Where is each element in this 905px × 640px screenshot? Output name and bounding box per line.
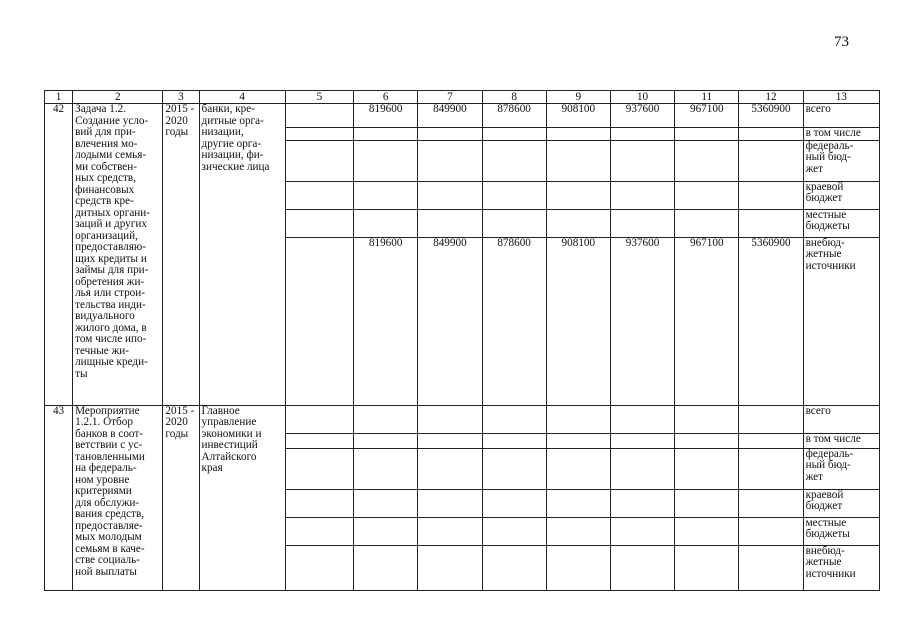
row-number: 42 <box>45 104 73 406</box>
cell-col5 <box>285 181 353 209</box>
value-cell <box>354 140 418 181</box>
value-cell: 5360900 <box>739 237 803 405</box>
cell-col5 <box>285 140 353 181</box>
col-header: 9 <box>546 91 610 104</box>
row-name: Мероприятие 1.2.1. Отбор банков в соот- ветствии с ус- тановленными на федераль- ном уровне критериями для обслужи- вания средств, предоставляе- мых молодым семьям в каче- стве социаль- ной выплаты <box>73 405 163 590</box>
budget-table <box>44 90 880 591</box>
row-period: 2015 - 2020 годы <box>163 405 199 590</box>
funding-source: местные бюджеты <box>803 209 879 237</box>
value-cell <box>675 128 739 141</box>
value-cell <box>482 140 546 181</box>
value-cell <box>354 448 418 489</box>
value-cell <box>354 405 418 433</box>
cell-col5 <box>285 448 353 489</box>
funding-source: всего <box>803 104 879 128</box>
value-cell <box>418 128 482 141</box>
funding-source: местные бюджеты <box>803 517 879 545</box>
col-header: 5 <box>285 91 353 104</box>
row-period: 2015 - 2020 годы <box>163 104 199 406</box>
col-header: 7 <box>418 91 482 104</box>
value-cell <box>418 517 482 545</box>
value-cell <box>546 140 610 181</box>
value-cell <box>482 209 546 237</box>
cell-col5 <box>285 209 353 237</box>
value-cell <box>546 128 610 141</box>
value-cell <box>675 181 739 209</box>
value-cell: 937600 <box>610 104 674 128</box>
value-cell: 967100 <box>675 104 739 128</box>
value-cell <box>482 545 546 590</box>
value-cell <box>418 140 482 181</box>
value-cell <box>610 181 674 209</box>
value-cell: 908100 <box>546 237 610 405</box>
col-header: 2 <box>73 91 163 104</box>
value-cell <box>418 545 482 590</box>
cell-col5 <box>285 489 353 517</box>
value-cell <box>546 433 610 448</box>
value-cell <box>354 128 418 141</box>
value-cell <box>610 448 674 489</box>
value-cell: 878600 <box>482 237 546 405</box>
funding-source: внебюд- жетные источники <box>803 545 879 590</box>
table-row <box>45 104 880 128</box>
cell-col5 <box>285 237 353 405</box>
funding-source: в том числе <box>803 433 879 448</box>
value-cell <box>675 209 739 237</box>
value-cell: 849900 <box>418 104 482 128</box>
cell-col5 <box>285 128 353 141</box>
value-cell: 819600 <box>354 104 418 128</box>
cell-col5 <box>285 405 353 433</box>
value-cell <box>675 433 739 448</box>
cell-col5 <box>285 104 353 128</box>
funding-source: всего <box>803 405 879 433</box>
funding-source: в том числе <box>803 128 879 141</box>
value-cell <box>739 545 803 590</box>
value-cell <box>610 545 674 590</box>
value-cell <box>739 140 803 181</box>
col-header: 13 <box>803 91 879 104</box>
row-executor: банки, кре- дитные орга- низации, другие орга- низации, фи- зические лица <box>199 104 285 406</box>
value-cell <box>675 448 739 489</box>
value-cell: 819600 <box>354 237 418 405</box>
funding-source: внебюд- жетные источники <box>803 237 879 405</box>
value-cell <box>675 545 739 590</box>
col-header: 6 <box>354 91 418 104</box>
cell-col5 <box>285 517 353 545</box>
col-header: 8 <box>482 91 546 104</box>
value-cell <box>675 517 739 545</box>
value-cell <box>610 209 674 237</box>
value-cell <box>546 545 610 590</box>
value-cell <box>739 128 803 141</box>
funding-source: краевой бюджет <box>803 181 879 209</box>
value-cell <box>418 181 482 209</box>
funding-source: федераль- ный бюд- жет <box>803 140 879 181</box>
value-cell <box>418 489 482 517</box>
value-cell: 937600 <box>610 237 674 405</box>
value-cell <box>739 489 803 517</box>
value-cell <box>482 489 546 517</box>
value-cell <box>482 128 546 141</box>
value-cell: 5360900 <box>739 104 803 128</box>
row-executor: Главное управление экономики и инвестиций Алтайского края <box>199 405 285 590</box>
funding-source: федераль- ный бюд- жет <box>803 448 879 489</box>
funding-source: краевой бюджет <box>803 489 879 517</box>
value-cell <box>354 489 418 517</box>
value-cell <box>610 489 674 517</box>
value-cell <box>546 181 610 209</box>
value-cell <box>354 181 418 209</box>
col-header: 10 <box>610 91 674 104</box>
value-cell <box>546 405 610 433</box>
value-cell <box>610 433 674 448</box>
col-header: 11 <box>675 91 739 104</box>
value-cell <box>739 433 803 448</box>
value-cell <box>610 140 674 181</box>
value-cell: 967100 <box>675 237 739 405</box>
value-cell <box>418 448 482 489</box>
value-cell <box>354 545 418 590</box>
table-row <box>45 405 880 433</box>
value-cell <box>610 517 674 545</box>
value-cell <box>482 433 546 448</box>
value-cell <box>354 517 418 545</box>
col-header: 1 <box>45 91 73 104</box>
cell-col5 <box>285 433 353 448</box>
value-cell: 908100 <box>546 104 610 128</box>
value-cell <box>739 209 803 237</box>
value-cell <box>546 517 610 545</box>
value-cell <box>546 448 610 489</box>
value-cell <box>482 181 546 209</box>
value-cell <box>739 181 803 209</box>
value-cell <box>354 433 418 448</box>
value-cell <box>354 209 418 237</box>
value-cell <box>739 517 803 545</box>
value-cell <box>546 209 610 237</box>
value-cell <box>546 489 610 517</box>
col-header: 12 <box>739 91 803 104</box>
row-name: Задача 1.2. Создание усло- вий для при- влечения мо- лодыми семья- ми собствен- ных средств, финансовых средств кре- дитных органи- заций и других организаций, предоставляю- щих кредиты и займы для при- обретения жи- лья или строи- тельства инди- видуального жилого дома, в том числе ипо- течные жи- лищные креди- ты <box>73 104 163 406</box>
value-cell <box>610 405 674 433</box>
value-cell <box>675 140 739 181</box>
table-header-row <box>45 91 880 104</box>
cell-col5 <box>285 545 353 590</box>
row-number: 43 <box>45 405 73 590</box>
value-cell: 849900 <box>418 237 482 405</box>
value-cell: 878600 <box>482 104 546 128</box>
value-cell <box>482 448 546 489</box>
value-cell <box>610 128 674 141</box>
value-cell <box>675 489 739 517</box>
value-cell <box>482 405 546 433</box>
page-number: 73 <box>834 34 849 50</box>
value-cell <box>739 405 803 433</box>
col-header: 3 <box>163 91 199 104</box>
value-cell <box>418 433 482 448</box>
col-header: 4 <box>199 91 285 104</box>
value-cell <box>739 448 803 489</box>
value-cell <box>418 209 482 237</box>
value-cell <box>482 517 546 545</box>
value-cell <box>418 405 482 433</box>
value-cell <box>675 405 739 433</box>
